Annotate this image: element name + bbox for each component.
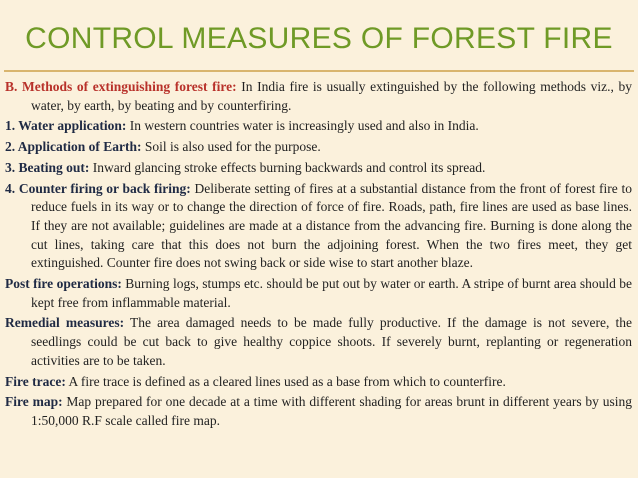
paragraph-text: Soil is also used for the purpose. (141, 139, 321, 155)
paragraph-text: In India fire is usually extinguished by the following methods viz., by water, by earth, by beating and by counterfiring. (31, 79, 632, 113)
paragraph-text: A fire trace is defined as a cleared lines used as a base from which to counterfire. (65, 373, 506, 389)
paragraph-label: 3. Beating out: (5, 159, 90, 175)
paragraph-post-fire-operations (5, 275, 632, 312)
paragraph-text: In western countries water is increasingly used and also in India. (126, 118, 479, 134)
paragraph-text: Burning logs, stumps etc. should be put out by water or earth. A stripe of burnt area should be kept free from inflammable material. (31, 276, 632, 310)
title-divider (4, 70, 634, 72)
paragraph-text: Inward glancing stroke effects burning backwards and control its spread. (89, 159, 486, 175)
paragraph-text: The area damaged needs to be made fully productive. If the damage is not severe, the seedlings could be cut back to give healthy coppice shoots. If severely burnt, replanting or regeneration activities are to be taken. (31, 315, 632, 368)
paragraph-application-of-earth (5, 138, 632, 157)
paragraph-fire-map (5, 393, 632, 430)
paragraph-label: Remedial measures: (5, 315, 125, 331)
paragraph-methods (5, 78, 632, 115)
paragraph-label: 2. Application of Earth: (5, 139, 142, 155)
paragraph-label: 4. Counter firing or back firing: (5, 180, 191, 196)
paragraph-text: Map prepared for one decade at a time with different shading for areas brunt in different years by using 1:50,000 R.F scale called fire map. (31, 394, 632, 428)
paragraph-label: Post fire operations: (5, 276, 122, 292)
paragraph-beating-out (5, 159, 632, 178)
paragraph-water-application (5, 117, 632, 136)
paragraph-label: Fire trace: (5, 373, 66, 389)
paragraph-label: 1. Water application: (5, 118, 127, 134)
paragraph-counter-firing (5, 180, 632, 274)
paragraph-remedial-measures (5, 314, 632, 370)
paragraph-label: B. Methods of extinguishing forest fire: (5, 79, 237, 94)
slide-body (5, 78, 632, 433)
paragraph-label: Fire map: (5, 394, 63, 410)
paragraph-text: Deliberate setting of fires at a substantial distance from the front of forest fire to reduce fuels in its way or to change the direction of force of fire. Roads, path, fire lines are used as base lines. If they are not available; guidelines are made at a distance from the advancing fire. Burning is done along the cut lines, taking care that this does not burn the adjoining forest. When the two fires meet, they get extinguished. Counter fire does not swing back or side wise to start another blaze. (31, 180, 633, 271)
slide-title: CONTROL MEASURES OF FOREST FIRE (25, 22, 613, 55)
paragraph-fire-trace (5, 373, 632, 392)
